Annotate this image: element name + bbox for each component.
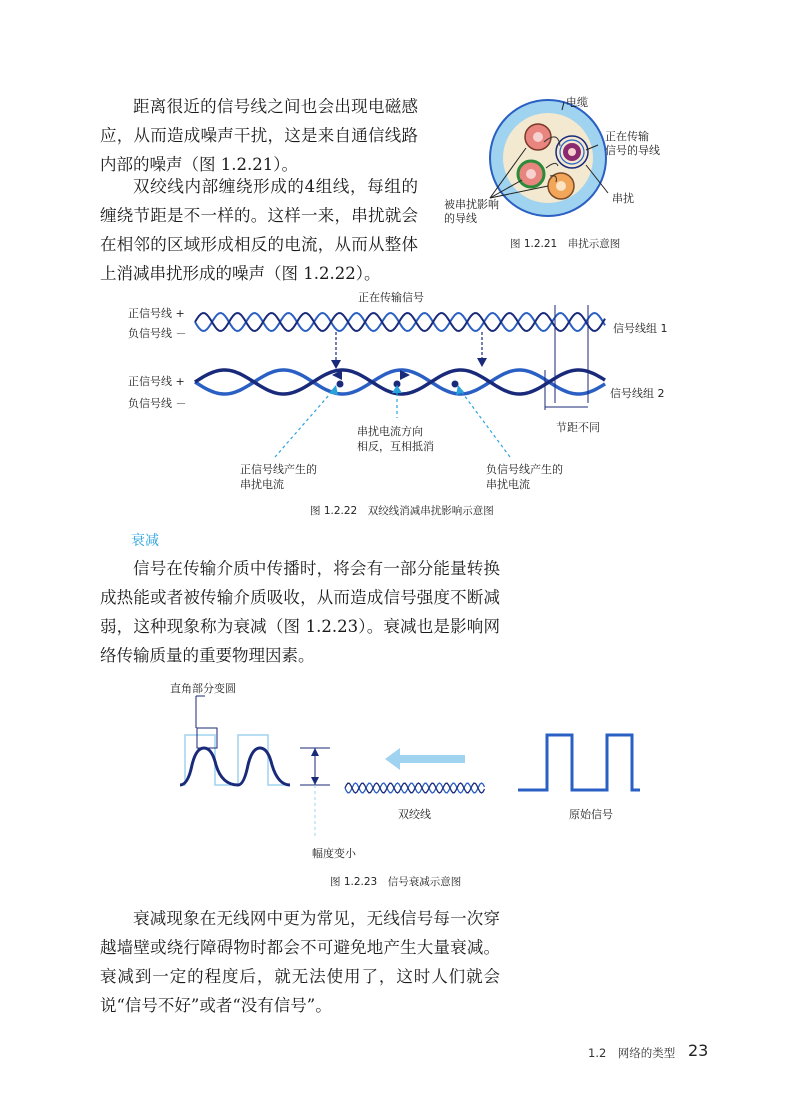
label-opposite-2: 相反，互相抵消 bbox=[357, 440, 434, 453]
page-number: 23 bbox=[688, 1041, 709, 1060]
label-transmitting-signal: 正在传输信号 bbox=[358, 291, 424, 304]
twisted-wire-strand-2 bbox=[345, 783, 485, 793]
section-heading-attenuation: 衰减 bbox=[131, 533, 159, 549]
label-opposite-1: 串扰电流方向 bbox=[357, 425, 423, 438]
crosstalk-arrowhead-right bbox=[477, 358, 487, 367]
paragraph-attenuation-definition: 信号在传输介质中传播时，将会有一部分能量转换成热能或者被传输介质吸收，从而造成信号强度不断减弱，这种现象称为衰减（图 1.2.23）。衰减也是影响网络传输质量的重要物理因素。 bbox=[100, 559, 500, 665]
label-neg-current-2: 串扰电流 bbox=[486, 478, 530, 491]
label-pitch: 节距不同 bbox=[556, 421, 600, 434]
label-negative-2: 负信号线 － bbox=[128, 397, 187, 410]
label-rounded-corners: 直角部分变圆 bbox=[170, 682, 236, 695]
paragraph-twisted-pair: 双绞线内部缠绕形成的4组线，每组的缠绕节距是不一样的。这样一来，串扰就会在相邻的区域形成相反的电流，从而从整体上消减串扰形成的噪声（图 1.2.22）。 bbox=[100, 177, 418, 283]
label-pos-current-1: 正信号线产生的 bbox=[240, 463, 317, 476]
footer-section: 1.2 网络的类型 bbox=[588, 1046, 676, 1060]
paragraph-crosstalk-intro: 距离很近的信号线之间也会出现电磁感应，从而造成噪声干扰，这是来自通信线路内部的噪声（图 1.2.21）。 bbox=[100, 97, 418, 174]
callout-neg-current bbox=[458, 387, 510, 457]
figure-crosstalk-diagram bbox=[438, 90, 708, 260]
callout-opposite-arrowhead bbox=[392, 385, 402, 393]
caption-fig-1-2-22: 图 1.2.22 双绞线消减串扰影响示意图 bbox=[310, 505, 494, 517]
label-transmitting-wire: 正在传输 信号的导线 bbox=[605, 130, 660, 157]
label-original-signal: 原始信号 bbox=[569, 808, 613, 821]
label-cable: 电缆 bbox=[566, 96, 588, 109]
caption-fig-1-2-21: 图 1.2.21 串扰示意图 bbox=[510, 238, 621, 250]
label-negative-1: 负信号线 － bbox=[128, 327, 187, 340]
paragraph-wireless-attenuation: 衰减现象在无线网中更为常见，无线信号每一次穿越墙壁或绕行障碍物时都会不可避免地产生大量衰减。衰减到一定的程度后，就无法使用了，这时人们就会说“信号不好”或者“没有信号”。 bbox=[100, 909, 500, 1015]
label-positive-1: 正信号线 + bbox=[128, 307, 185, 320]
callout-pos-current bbox=[275, 387, 336, 457]
label-pos-current-2: 串扰电流 bbox=[240, 478, 284, 491]
label-neg-current-1: 负信号线产生的 bbox=[486, 463, 563, 476]
label-group-2: 信号线组 2 bbox=[610, 387, 665, 400]
label-amplitude-decrease: 幅度变小 bbox=[312, 847, 356, 860]
figure-attenuation-diagram bbox=[140, 690, 660, 870]
crosstalk-arrowhead-left bbox=[331, 360, 341, 369]
dot-1 bbox=[337, 381, 344, 388]
dot-3 bbox=[452, 381, 459, 388]
label-crosstalk: 串扰 bbox=[612, 192, 634, 205]
label-twisted-pair: 双绞线 bbox=[398, 808, 431, 821]
label-positive-2: 正信号线 + bbox=[128, 375, 185, 388]
label-group-1: 信号线组 1 bbox=[613, 322, 668, 335]
group1-wire-negative bbox=[195, 313, 605, 331]
caption-fig-1-2-23: 图 1.2.23 信号衰减示意图 bbox=[330, 876, 462, 888]
label-affected-wire: 被串扰影响 的导线 bbox=[444, 198, 499, 225]
